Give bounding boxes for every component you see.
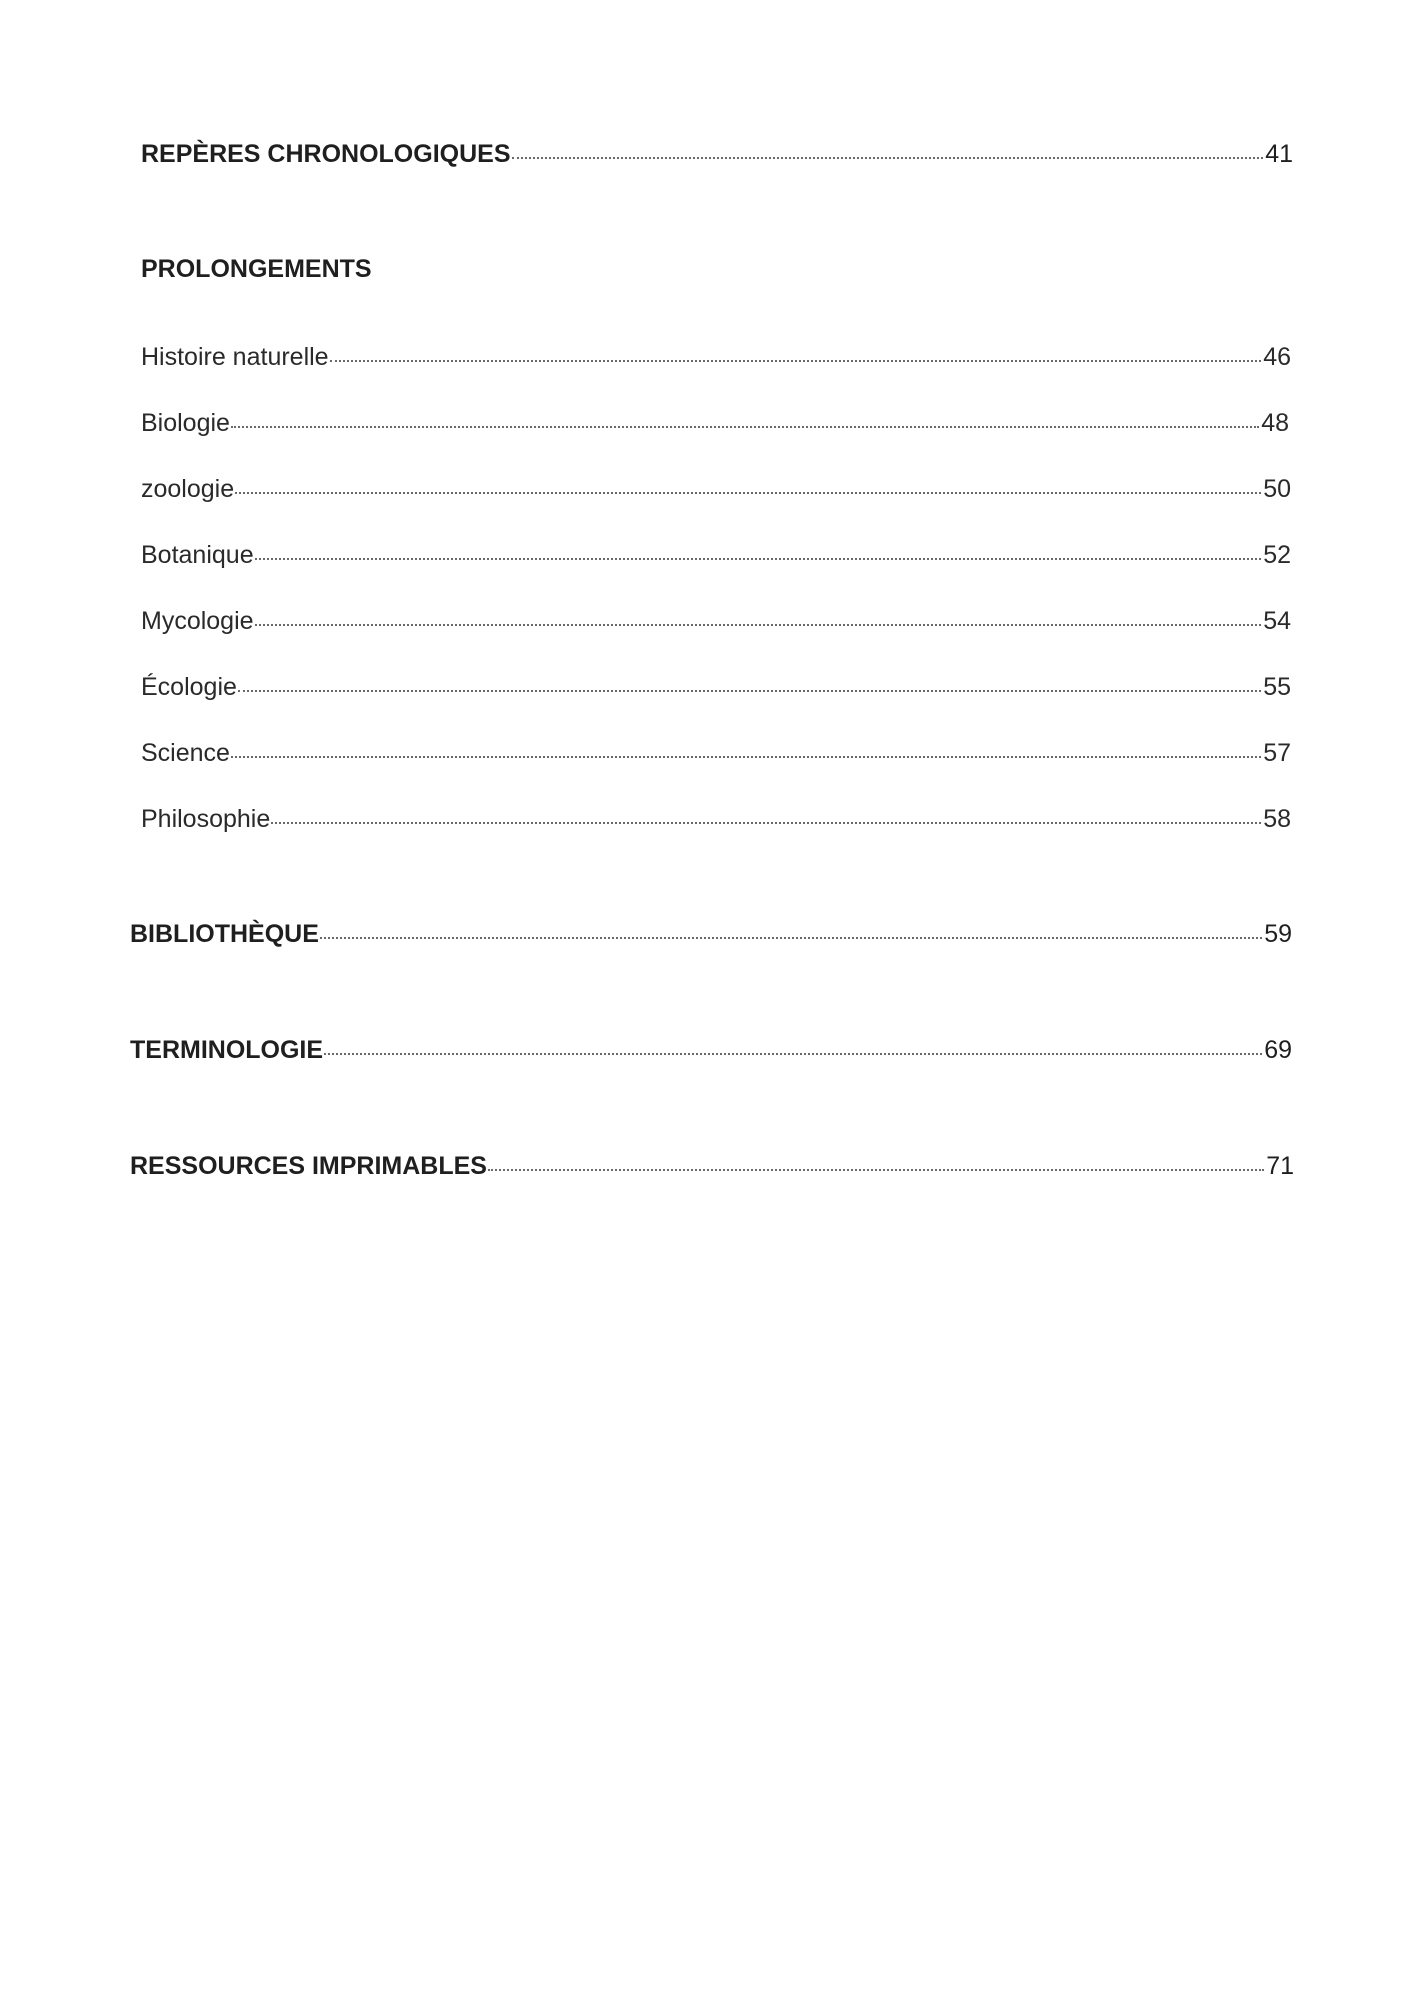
dot-leader xyxy=(255,624,1262,626)
section-heading-prolongements: PROLONGEMENTS xyxy=(141,255,372,283)
dot-leader xyxy=(512,157,1264,159)
toc-entry-label: Biologie xyxy=(141,409,230,437)
toc-entry-biologie xyxy=(141,409,1289,438)
toc-entry-bibliotheque xyxy=(130,920,1292,949)
dot-leader xyxy=(231,426,1259,428)
toc-entry-label: BIBLIOTHÈQUE xyxy=(130,920,319,948)
dot-leader xyxy=(231,756,1261,758)
toc-entry-page: 69 xyxy=(1264,1036,1292,1064)
toc-entry-page: 52 xyxy=(1263,541,1291,569)
toc-entry-label: RESSOURCES IMPRIMABLES xyxy=(130,1152,487,1180)
dot-leader xyxy=(235,492,1261,494)
dot-leader xyxy=(238,690,1261,692)
toc-entry-chronology xyxy=(141,140,1293,169)
toc-entry-page: 41 xyxy=(1265,140,1293,168)
toc-entry-page: 54 xyxy=(1263,607,1291,635)
toc-entry-page: 50 xyxy=(1263,475,1291,503)
toc-entry-philosophie xyxy=(141,805,1291,834)
toc-entry-page: 57 xyxy=(1263,739,1291,767)
toc-entry-zoologie xyxy=(141,475,1291,504)
toc-entry-mycologie xyxy=(141,607,1291,636)
toc-entry-label: Mycologie xyxy=(141,607,254,635)
toc-entry-ecologie xyxy=(141,673,1291,702)
toc-entry-page: 46 xyxy=(1263,343,1291,371)
dot-leader xyxy=(324,1053,1262,1055)
toc-entry-label: Botanique xyxy=(141,541,254,569)
toc-entry-label: zoologie xyxy=(141,475,235,503)
toc-entry-science xyxy=(141,739,1291,768)
toc-entry-label: TERMINOLOGIE xyxy=(130,1036,324,1064)
toc-entry-label: Science xyxy=(141,739,230,767)
toc-entry-botanique xyxy=(141,541,1291,570)
toc-entry-label: Philosophie xyxy=(141,805,271,833)
dot-leader xyxy=(330,360,1262,362)
toc-entry-page: 71 xyxy=(1266,1152,1294,1180)
dot-leader xyxy=(255,558,1262,560)
toc-entry-terminologie xyxy=(130,1036,1292,1065)
toc-entry-label: Histoire naturelle xyxy=(141,343,329,371)
toc-entry-page: 48 xyxy=(1261,409,1289,437)
toc-entry-histoire-naturelle xyxy=(141,343,1291,372)
toc-entry-page: 58 xyxy=(1263,805,1291,833)
toc-entry-page: 59 xyxy=(1264,920,1292,948)
toc-entry-ressources-imprimables xyxy=(130,1152,1294,1181)
toc-entry-page: 55 xyxy=(1263,673,1291,701)
toc-entry-label: Écologie xyxy=(141,673,237,701)
dot-leader xyxy=(488,1169,1264,1171)
dot-leader xyxy=(271,822,1261,824)
toc-entry-label: REPÈRES CHRONOLOGIQUES xyxy=(141,140,511,168)
dot-leader xyxy=(320,937,1262,939)
